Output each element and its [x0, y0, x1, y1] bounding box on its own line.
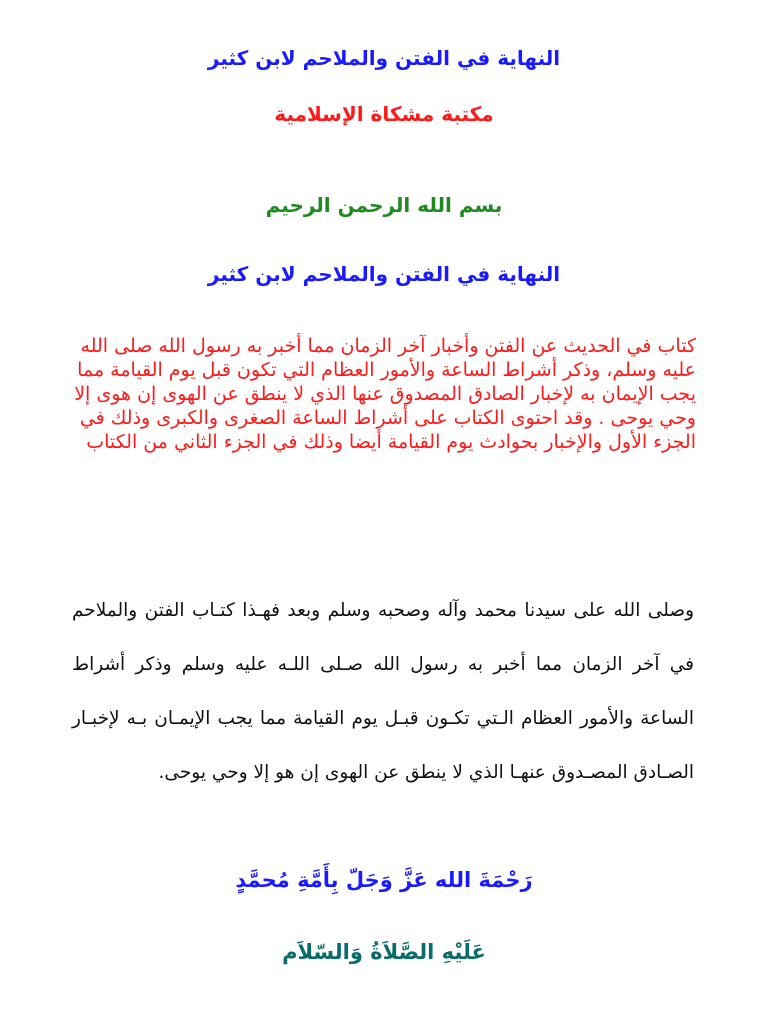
- intro-block: [72, 334, 696, 454]
- book-title: النهاية في الفتن والملاحم لابن كثير: [207, 46, 561, 70]
- prayer-line-1: رَحْمَةَ الله عَزَّ وَجَلّ بِأَمَّةِ مُحمَّدٍ: [235, 868, 533, 892]
- body-paragraph: وصلى الله على سيدنا محمد وآله وصحبه وسلم وبعد فهـذا كتـاب الفتن والملاحم في آخر الزمان مما أخبر به رسول الله صـلى اللـه عليه وسلم وذكر أشراط الساعة والأمور العظام الـتي تكـون قبـل يوم القيامة مما يجب الإيمـان بـه لإخبـار الصـادق المصـدوق عنهـا الذي لا ينطق عن الهوى إن هو إلا وحي يوحى.: [72, 600, 694, 783]
- book-title-repeat: النهاية في الفتن والملاحم لابن كثير: [207, 262, 561, 286]
- basmala: بسم الله الرحمن الرحيم: [265, 193, 503, 217]
- intro-paragraph: كتاب في الحديث عن الفتن وأخبار آخر الزمان مما أخبر به رسول الله صلى الله عليه وسلم، وذكر أشراط الساعة والأمور العظام التي تكون قبل يوم القيامة مما يجب الإيمان به لإخبار الصادق المصدوق عنها الذي لا ينطق عن الهوى إن هوى إلا وحي يوحى . وقد احتوى الكتاب على أشراط الساعة الصغرى والكبرى وذلك في الجزء الأول والإخبار بحوادث يوم القيامة أيضا وذلك في الجزء الثاني من الكتاب: [74, 335, 696, 453]
- library-name: مكتبة مشكاة الإسلامية: [274, 102, 494, 126]
- prayer-line-2: عَلَيْهِ الصَّلاَةُ وَالسّلاَم: [282, 940, 486, 964]
- body-block: [72, 584, 694, 800]
